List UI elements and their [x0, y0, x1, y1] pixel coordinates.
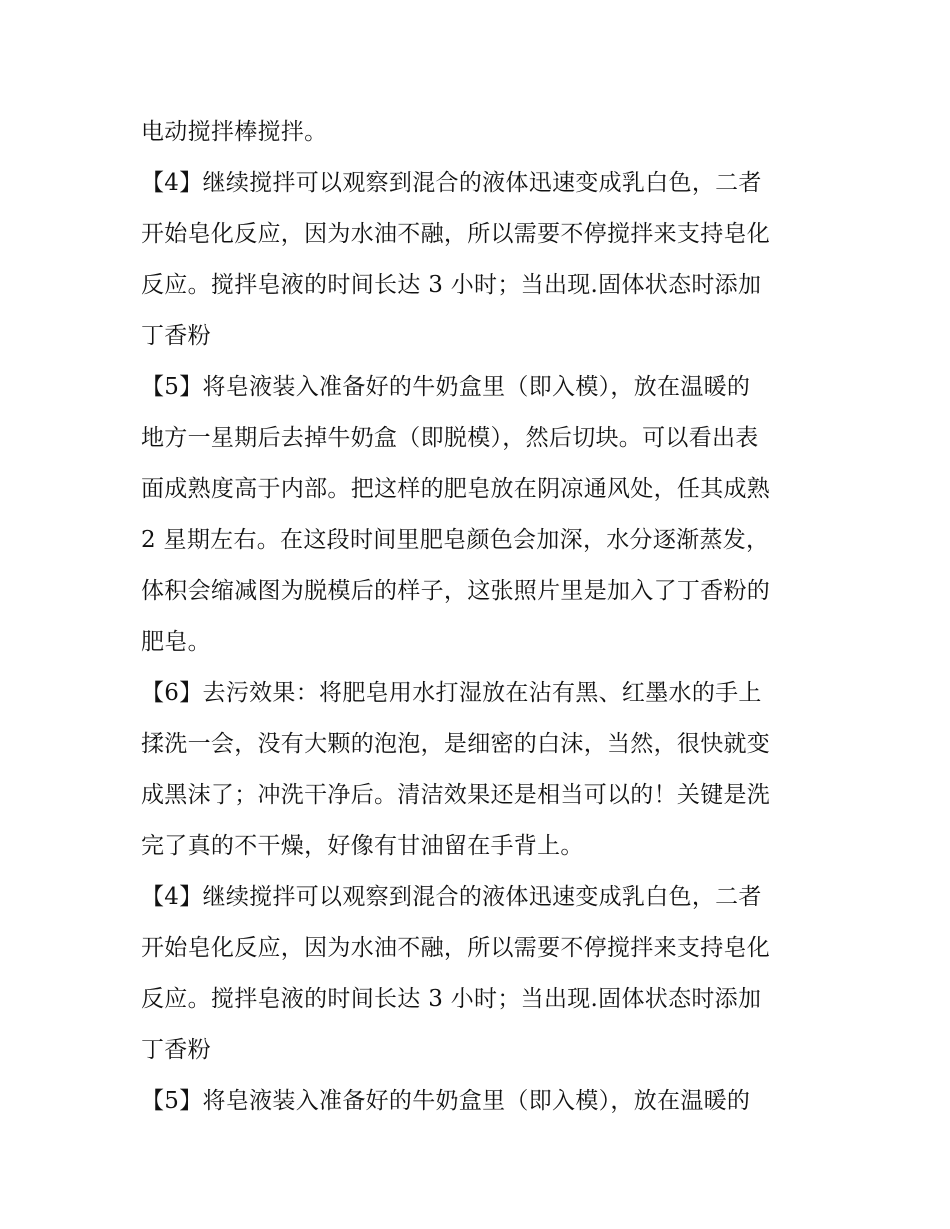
text-line: 【4】继续搅拌可以观察到混合的液体迅速变成乳白色，二者 [141, 884, 762, 910]
text-line: 面成熟度高于内部。把这样的肥皂放在阴凉通风处，任其成熟 [141, 476, 771, 502]
text-line: 【5】将皂液装入准备好的牛奶盒里（即入模），放在温暖的 [141, 1088, 751, 1114]
text-line: 电动搅拌棒搅拌。 [141, 119, 328, 145]
text-line: 成黑沫了；冲洗干净后。清洁效果还是相当可以的！关键是洗 [141, 782, 771, 808]
text-line: 体积会缩减图为脱模后的样子，这张照片里是加入了丁香粉的 [141, 578, 771, 604]
text-line: 2 星期左右。在这段时间里肥皂颜色会加深，水分逐渐蒸发， [141, 527, 770, 553]
text-line: 地方一星期后去掉牛奶盒（即脱模），然后切块。可以看出表 [141, 425, 759, 451]
text-line: 丁香粉 [141, 1037, 211, 1063]
text-line: 完了真的不干燥，好像有甘油留在手背上。 [141, 833, 584, 859]
text-line: 开始皂化反应，因为水油不融，所以需要不停搅拌来支持皂化 [141, 221, 771, 247]
text-line: 反应。搅拌皂液的时间长达 3 小时；当出现.固体状态时添加 [141, 986, 762, 1012]
text-line: 揉洗一会，没有大颗的泡泡，是细密的白沫，当然，很快就变 [141, 731, 771, 757]
text-line: 【6】去污效果：将肥皂用水打湿放在沾有黑、红墨水的手上 [141, 680, 762, 706]
document-body [141, 107, 821, 1127]
text-line: 丁香粉 [141, 323, 211, 349]
text-line: 【5】将皂液装入准备好的牛奶盒里（即入模），放在温暖的 [141, 374, 751, 400]
text-line: 肥皂。 [141, 629, 211, 655]
text-line: 【4】继续搅拌可以观察到混合的液体迅速变成乳白色，二者 [141, 170, 762, 196]
text-line: 反应。搅拌皂液的时间长达 3 小时；当出现.固体状态时添加 [141, 272, 762, 298]
text-line: 开始皂化反应，因为水油不融，所以需要不停搅拌来支持皂化 [141, 935, 771, 961]
